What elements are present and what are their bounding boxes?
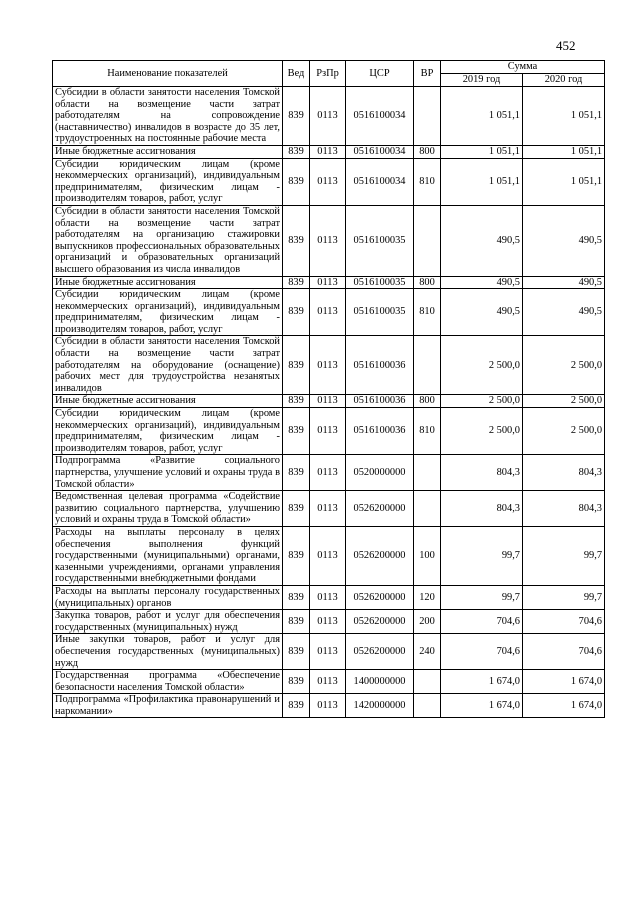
- ved-cell: 839: [283, 408, 310, 455]
- rzpr-cell: 0113: [310, 276, 346, 289]
- sum-2020-cell: 704,6: [523, 610, 605, 634]
- ved-cell: 839: [283, 526, 310, 585]
- sum-2020-cell: 490,5: [523, 276, 605, 289]
- sum-2019-cell: 490,5: [441, 276, 523, 289]
- rzpr-cell: 0113: [310, 491, 346, 527]
- sum-2019-cell: 1 051,1: [441, 145, 523, 158]
- csr-cell: 0520000000: [346, 455, 414, 491]
- table-row: [53, 289, 605, 336]
- header-csr: ЦСР: [346, 61, 414, 87]
- ved-cell: 839: [283, 205, 310, 276]
- sum-2019-cell: 490,5: [441, 289, 523, 336]
- csr-cell: 0526200000: [346, 526, 414, 585]
- rzpr-cell: 0113: [310, 87, 346, 146]
- table-row: [53, 455, 605, 491]
- sum-2020-cell: 2 500,0: [523, 408, 605, 455]
- sum-2019-cell: 1 674,0: [441, 694, 523, 718]
- csr-cell: 0516100036: [346, 336, 414, 395]
- table-row: [53, 205, 605, 276]
- table-row: [53, 585, 605, 609]
- ved-cell: 839: [283, 670, 310, 694]
- sum-2019-cell: 2 500,0: [441, 336, 523, 395]
- table-row: [53, 610, 605, 634]
- csr-cell: 1420000000: [346, 694, 414, 718]
- ved-cell: 839: [283, 276, 310, 289]
- csr-cell: 0516100034: [346, 158, 414, 205]
- table-row: [53, 670, 605, 694]
- rzpr-cell: 0113: [310, 205, 346, 276]
- table-header: [53, 61, 605, 87]
- sum-2020-cell: 804,3: [523, 491, 605, 527]
- csr-cell: 0516100034: [346, 145, 414, 158]
- ved-cell: 839: [283, 158, 310, 205]
- table-row: [53, 395, 605, 408]
- csr-cell: 0526200000: [346, 610, 414, 634]
- budget-table: [52, 60, 605, 718]
- vr-cell: 810: [414, 289, 441, 336]
- csr-cell: 0516100035: [346, 205, 414, 276]
- csr-cell: 0516100036: [346, 408, 414, 455]
- ved-cell: 839: [283, 694, 310, 718]
- name-cell: Расходы на выплаты персоналу в целях обеспечения выполнения функций государственными (муниципальными) органами, казенными учреждениями, органами управления государственными внебюджетными фондами: [53, 526, 283, 585]
- sum-2020-cell: 490,5: [523, 289, 605, 336]
- vr-cell: [414, 491, 441, 527]
- ved-cell: 839: [283, 289, 310, 336]
- name-cell: Ведомственная целевая программа «Содействие развитию социального партнерства, улучшению условий и охраны труда в Томской области»: [53, 491, 283, 527]
- ved-cell: 839: [283, 145, 310, 158]
- sum-2019-cell: 99,7: [441, 526, 523, 585]
- name-cell: Субсидии в области занятости населения Томской области на возмещение части затрат работодателям на оборудование (оснащение) рабочих мест для трудоустройства незанятых инвалидов: [53, 336, 283, 395]
- header-name: Наименование показателей: [53, 61, 283, 87]
- rzpr-cell: 0113: [310, 634, 346, 670]
- sum-2019-cell: 2 500,0: [441, 408, 523, 455]
- table-body: [53, 87, 605, 718]
- vr-cell: 240: [414, 634, 441, 670]
- sum-2020-cell: 99,7: [523, 526, 605, 585]
- rzpr-cell: 0113: [310, 610, 346, 634]
- table-row: [53, 336, 605, 395]
- vr-cell: [414, 694, 441, 718]
- header-vr: ВР: [414, 61, 441, 87]
- sum-2020-cell: 2 500,0: [523, 395, 605, 408]
- table-row: [53, 145, 605, 158]
- vr-cell: 800: [414, 395, 441, 408]
- csr-cell: 0516100035: [346, 276, 414, 289]
- vr-cell: [414, 205, 441, 276]
- table-row: [53, 408, 605, 455]
- sum-2020-cell: 2 500,0: [523, 336, 605, 395]
- rzpr-cell: 0113: [310, 289, 346, 336]
- table-row: [53, 87, 605, 146]
- sum-2020-cell: 1 051,1: [523, 158, 605, 205]
- csr-cell: 0516100036: [346, 395, 414, 408]
- ved-cell: 839: [283, 87, 310, 146]
- sum-2019-cell: 804,3: [441, 491, 523, 527]
- vr-cell: [414, 670, 441, 694]
- table-row: [53, 634, 605, 670]
- csr-cell: 0526200000: [346, 634, 414, 670]
- csr-cell: 1400000000: [346, 670, 414, 694]
- sum-2019-cell: 99,7: [441, 585, 523, 609]
- sum-2020-cell: 804,3: [523, 455, 605, 491]
- vr-cell: 810: [414, 408, 441, 455]
- name-cell: Подпрограмма «Развитие социального партнерства, улучшение условий и охраны труда в Томской области»: [53, 455, 283, 491]
- name-cell: Закупка товаров, работ и услуг для обеспечения государственных (муниципальных) нужд: [53, 610, 283, 634]
- vr-cell: 200: [414, 610, 441, 634]
- table-row: [53, 276, 605, 289]
- csr-cell: 0526200000: [346, 491, 414, 527]
- vr-cell: 800: [414, 276, 441, 289]
- name-cell: Иные закупки товаров, работ и услуг для обеспечения государственных (муниципальных) нужд: [53, 634, 283, 670]
- sum-2020-cell: 1 674,0: [523, 694, 605, 718]
- sum-2019-cell: 1 051,1: [441, 87, 523, 146]
- sum-2019-cell: 704,6: [441, 610, 523, 634]
- sum-2019-cell: 804,3: [441, 455, 523, 491]
- sum-2020-cell: 99,7: [523, 585, 605, 609]
- ved-cell: 839: [283, 585, 310, 609]
- ved-cell: 839: [283, 610, 310, 634]
- csr-cell: 0516100035: [346, 289, 414, 336]
- vr-cell: 120: [414, 585, 441, 609]
- name-cell: Субсидии в области занятости населения Томской области на возмещение части затрат работодателям на сопровождение (наставничество) инвалидов в возрасте до 35 лет, трудоустроенных на постоянные рабочие места: [53, 87, 283, 146]
- rzpr-cell: 0113: [310, 158, 346, 205]
- header-2020: 2020 год: [523, 74, 605, 87]
- rzpr-cell: 0113: [310, 455, 346, 491]
- header-ved: Вед: [283, 61, 310, 87]
- sum-2020-cell: 704,6: [523, 634, 605, 670]
- name-cell: Иные бюджетные ассигнования: [53, 395, 283, 408]
- name-cell: Иные бюджетные ассигнования: [53, 145, 283, 158]
- ved-cell: 839: [283, 336, 310, 395]
- rzpr-cell: 0113: [310, 526, 346, 585]
- header-2019: 2019 год: [441, 74, 523, 87]
- ved-cell: 839: [283, 395, 310, 408]
- table-row: [53, 694, 605, 718]
- page-number: 452: [556, 38, 576, 53]
- name-cell: Иные бюджетные ассигнования: [53, 276, 283, 289]
- vr-cell: 100: [414, 526, 441, 585]
- ved-cell: 839: [283, 455, 310, 491]
- name-cell: Подпрограмма «Профилактика правонарушений и наркомании»: [53, 694, 283, 718]
- rzpr-cell: 0113: [310, 145, 346, 158]
- sum-2020-cell: 1 051,1: [523, 87, 605, 146]
- header-sum: Сумма: [441, 61, 605, 74]
- sum-2020-cell: 1 051,1: [523, 145, 605, 158]
- vr-cell: [414, 87, 441, 146]
- rzpr-cell: 0113: [310, 694, 346, 718]
- name-cell: Субсидии в области занятости населения Томской области на возмещение части затрат работодателям на организацию стажировки выпускников профессиональных образовательных организаций и образовательных организаций высшего образования из числа инвалидов: [53, 205, 283, 276]
- table-row: [53, 158, 605, 205]
- csr-cell: 0526200000: [346, 585, 414, 609]
- table-row: [53, 526, 605, 585]
- rzpr-cell: 0113: [310, 408, 346, 455]
- sum-2019-cell: 490,5: [441, 205, 523, 276]
- sum-2019-cell: 2 500,0: [441, 395, 523, 408]
- table-row: [53, 491, 605, 527]
- ved-cell: 839: [283, 491, 310, 527]
- header-rzpr: РзПр: [310, 61, 346, 87]
- name-cell: Субсидии юридическим лицам (кроме некоммерческих организаций), индивидуальным предпринимателям, физическим лицам - производителям товаров, работ, услуг: [53, 289, 283, 336]
- vr-cell: [414, 336, 441, 395]
- rzpr-cell: 0113: [310, 395, 346, 408]
- rzpr-cell: 0113: [310, 670, 346, 694]
- sum-2019-cell: 1 051,1: [441, 158, 523, 205]
- name-cell: Расходы на выплаты персоналу государственных (муниципальных) органов: [53, 585, 283, 609]
- name-cell: Субсидии юридическим лицам (кроме некоммерческих организаций), индивидуальным предпринимателям, физическим лицам - производителям товаров, работ, услуг: [53, 158, 283, 205]
- name-cell: Государственная программа «Обеспечение безопасности населения Томской области»: [53, 670, 283, 694]
- rzpr-cell: 0113: [310, 585, 346, 609]
- vr-cell: 810: [414, 158, 441, 205]
- csr-cell: 0516100034: [346, 87, 414, 146]
- sum-2019-cell: 1 674,0: [441, 670, 523, 694]
- name-cell: Субсидии юридическим лицам (кроме некоммерческих организаций), индивидуальным предпринимателям, физическим лицам - производителям товаров, работ, услуг: [53, 408, 283, 455]
- sum-2020-cell: 1 674,0: [523, 670, 605, 694]
- vr-cell: [414, 455, 441, 491]
- vr-cell: 800: [414, 145, 441, 158]
- sum-2020-cell: 490,5: [523, 205, 605, 276]
- rzpr-cell: 0113: [310, 336, 346, 395]
- sum-2019-cell: 704,6: [441, 634, 523, 670]
- ved-cell: 839: [283, 634, 310, 670]
